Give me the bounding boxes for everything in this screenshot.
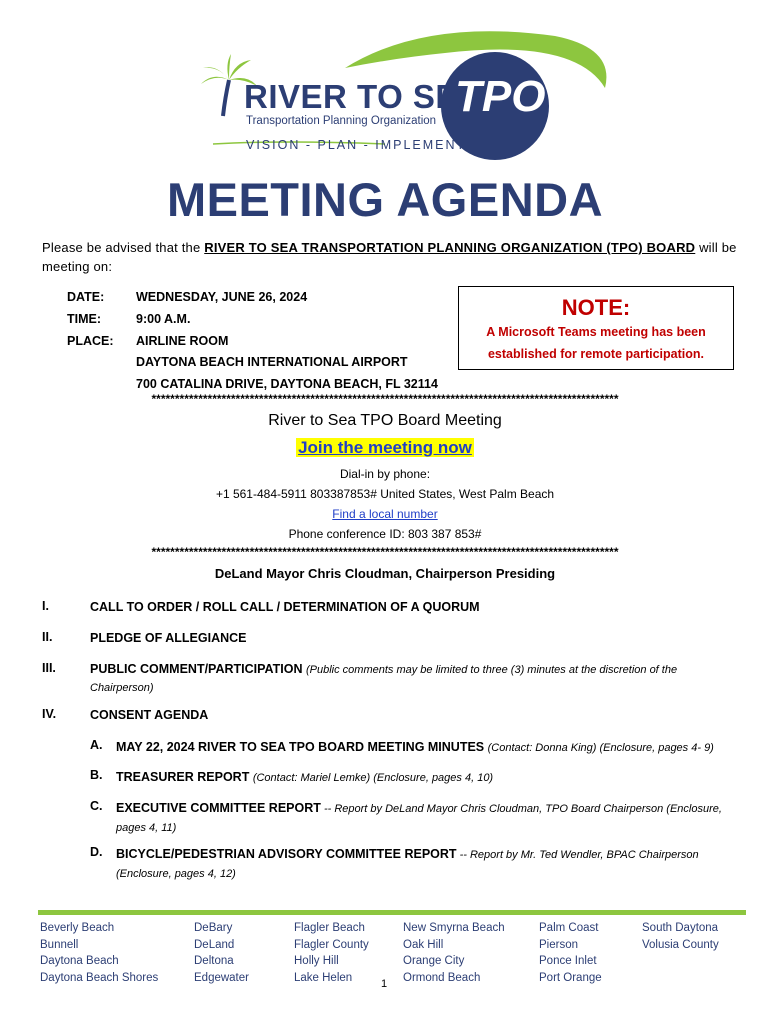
agenda-item-iii-text: PUBLIC COMMENT/PARTICIPATION (90, 662, 303, 676)
footer-city: Oak Hill (403, 938, 444, 951)
footer-city: Deltona (194, 955, 234, 967)
consent-letter-a: A. (90, 738, 103, 752)
footer-city: Holly Hill (294, 955, 339, 967)
page-title: MEETING AGENDA (166, 173, 604, 226)
footer-col-3 (294, 920, 369, 986)
footer-city: Daytona Beach Shores (40, 971, 159, 984)
footer-city: New Smyrna Beach (403, 922, 505, 934)
footer-col-1 (40, 920, 158, 986)
consent-item-a-text: MAY 22, 2024 RIVER TO SEA TPO BOARD MEETING MINUTES (116, 740, 485, 754)
consent-item-b (116, 768, 740, 787)
agenda-item-iii (90, 661, 740, 697)
join-meeting-link[interactable]: Join the meeting now (298, 438, 472, 457)
footer-city: Flagler Beach (294, 922, 365, 934)
find-local-number-link[interactable]: Find a local number (332, 507, 438, 521)
place-line-1: AIRLINE ROOM (136, 334, 229, 348)
consent-letter-c: C. (90, 799, 103, 813)
footer-city: Port Orange (539, 971, 602, 984)
footer-city: Bunnell (40, 938, 79, 951)
footer-col-2 (194, 920, 249, 986)
find-local-wrap (0, 507, 770, 521)
time-label: TIME: (67, 312, 102, 326)
place-line-2: DAYTONA BEACH INTERNATIONAL AIRPORT (136, 355, 408, 369)
footer-city: DeBary (194, 922, 233, 934)
note-line-2: established for remote participation. (487, 347, 704, 361)
footer-col-5 (539, 920, 602, 986)
footer-city: Beverly Beach (40, 922, 115, 934)
agenda-item-ii-text: PLEDGE OF ALLEGIANCE (90, 631, 247, 645)
agenda-item-iii-note: (Public comments may be limited to three (3) minutes at the discretion of the Chairperson) (90, 664, 678, 694)
agenda-item-i (90, 599, 740, 616)
date-value: WEDNESDAY, JUNE 26, 2024 (136, 290, 308, 304)
separator-bottom: **************************************************************************************************** (151, 545, 619, 559)
presiding-line: DeLand Mayor Chris Cloudman, Chairperson Presiding (214, 566, 556, 581)
consent-item-d-note: -- Report by Mr. Ted Wendler, BPAC Chairperson (Enclosure, pages 4, 12) (116, 849, 699, 880)
intro-prefix: Please be advised that the (42, 240, 205, 255)
dialin-phone: +1 561-484-5911 803387853# United States, West Palm Beach (215, 487, 555, 501)
time-value: 9:00 A.M. (136, 312, 191, 326)
consent-item-b-text: TREASURER REPORT (116, 770, 250, 784)
separator-top: **************************************************************************************************** (151, 392, 619, 406)
agenda-item-i-text: CALL TO ORDER / ROLL CALL / DETERMINATION OF A QUORUM (90, 600, 480, 614)
footer-city: Flagler County (294, 938, 369, 951)
agenda-item-iv-text: CONSENT AGENDA (90, 708, 209, 722)
place-label: PLACE: (67, 334, 114, 348)
dialin-label: Dial-in by phone: (339, 467, 431, 481)
footer-city: Lake Helen (294, 971, 353, 984)
consent-letter-d: D. (90, 845, 103, 859)
join-meeting-link-wrap (0, 438, 770, 458)
footer-city: Edgewater (194, 971, 249, 984)
logo-subtitle: Transportation Planning Organization (246, 115, 437, 127)
consent-item-a-note: (Contact: Donna King) (Enclosure, pages 4- 9) (487, 742, 714, 754)
footer-col-4 (403, 920, 505, 986)
footer-city: Volusia County (642, 938, 719, 951)
footer-city: South Daytona (642, 922, 719, 934)
consent-item-c (116, 799, 740, 837)
consent-letter-b: B. (90, 768, 103, 782)
footer-city: Orange City (403, 955, 465, 967)
intro-paragraph (42, 238, 742, 276)
date-label: DATE: (67, 290, 105, 304)
consent-item-a (116, 738, 740, 757)
conference-id: Phone conference ID: 803 387 853# (288, 527, 482, 541)
note-title: NOTE: (561, 295, 631, 320)
consent-item-d-text: BICYCLE/PEDESTRIAN ADVISORY COMMITTEE REPORT (116, 847, 457, 861)
consent-item-c-note: -- Report by DeLand Mayor Chris Cloudman, TPO Board Chairperson (Enclosure, pages 4, 11) (116, 803, 722, 834)
footer-divider (38, 910, 746, 915)
logo-name: RIVER TO SEA (244, 78, 483, 115)
note-box (458, 286, 734, 370)
agenda-item-iv (90, 707, 740, 724)
intro-org: RIVER TO SEA TRANSPORTATION PLANNING ORGANIZATION (TPO) BOARD (204, 240, 696, 255)
footer-city: Pierson (539, 938, 578, 951)
footer-city: Ormond Beach (403, 971, 481, 984)
agenda-num-iii: III. (42, 661, 56, 675)
footer-city: Daytona Beach (40, 955, 119, 967)
footer-city: Ponce Inlet (539, 955, 597, 967)
agenda-num-ii: II. (42, 630, 53, 644)
footer-city: Palm Coast (539, 922, 599, 934)
logo-tagline: VISION - PLAN - IMPLEMENT (246, 138, 467, 152)
consent-item-d (116, 845, 740, 883)
logo-badge: TPO (455, 72, 546, 121)
intro-suffix: will be meeting on: (42, 240, 737, 274)
consent-item-c-text: EXECUTIVE COMMITTEE REPORT (116, 801, 321, 815)
page-number: 1 (381, 978, 388, 990)
place-line-3: 700 CATALINA DRIVE, DAYTONA BEACH, FL 32114 (136, 377, 438, 391)
agenda-num-iv: IV. (42, 707, 57, 721)
agenda-item-ii (90, 630, 740, 647)
consent-item-b-note: (Contact: Mariel Lemke) (Enclosure, pages 4, 10) (252, 772, 494, 784)
note-line-1: A Microsoft Teams meeting has been (486, 325, 706, 339)
meeting-name: River to Sea TPO Board Meeting (268, 412, 502, 429)
footer-city: DeLand (194, 938, 235, 951)
agenda-num-i: I. (42, 599, 49, 613)
footer-col-6 (642, 920, 719, 953)
